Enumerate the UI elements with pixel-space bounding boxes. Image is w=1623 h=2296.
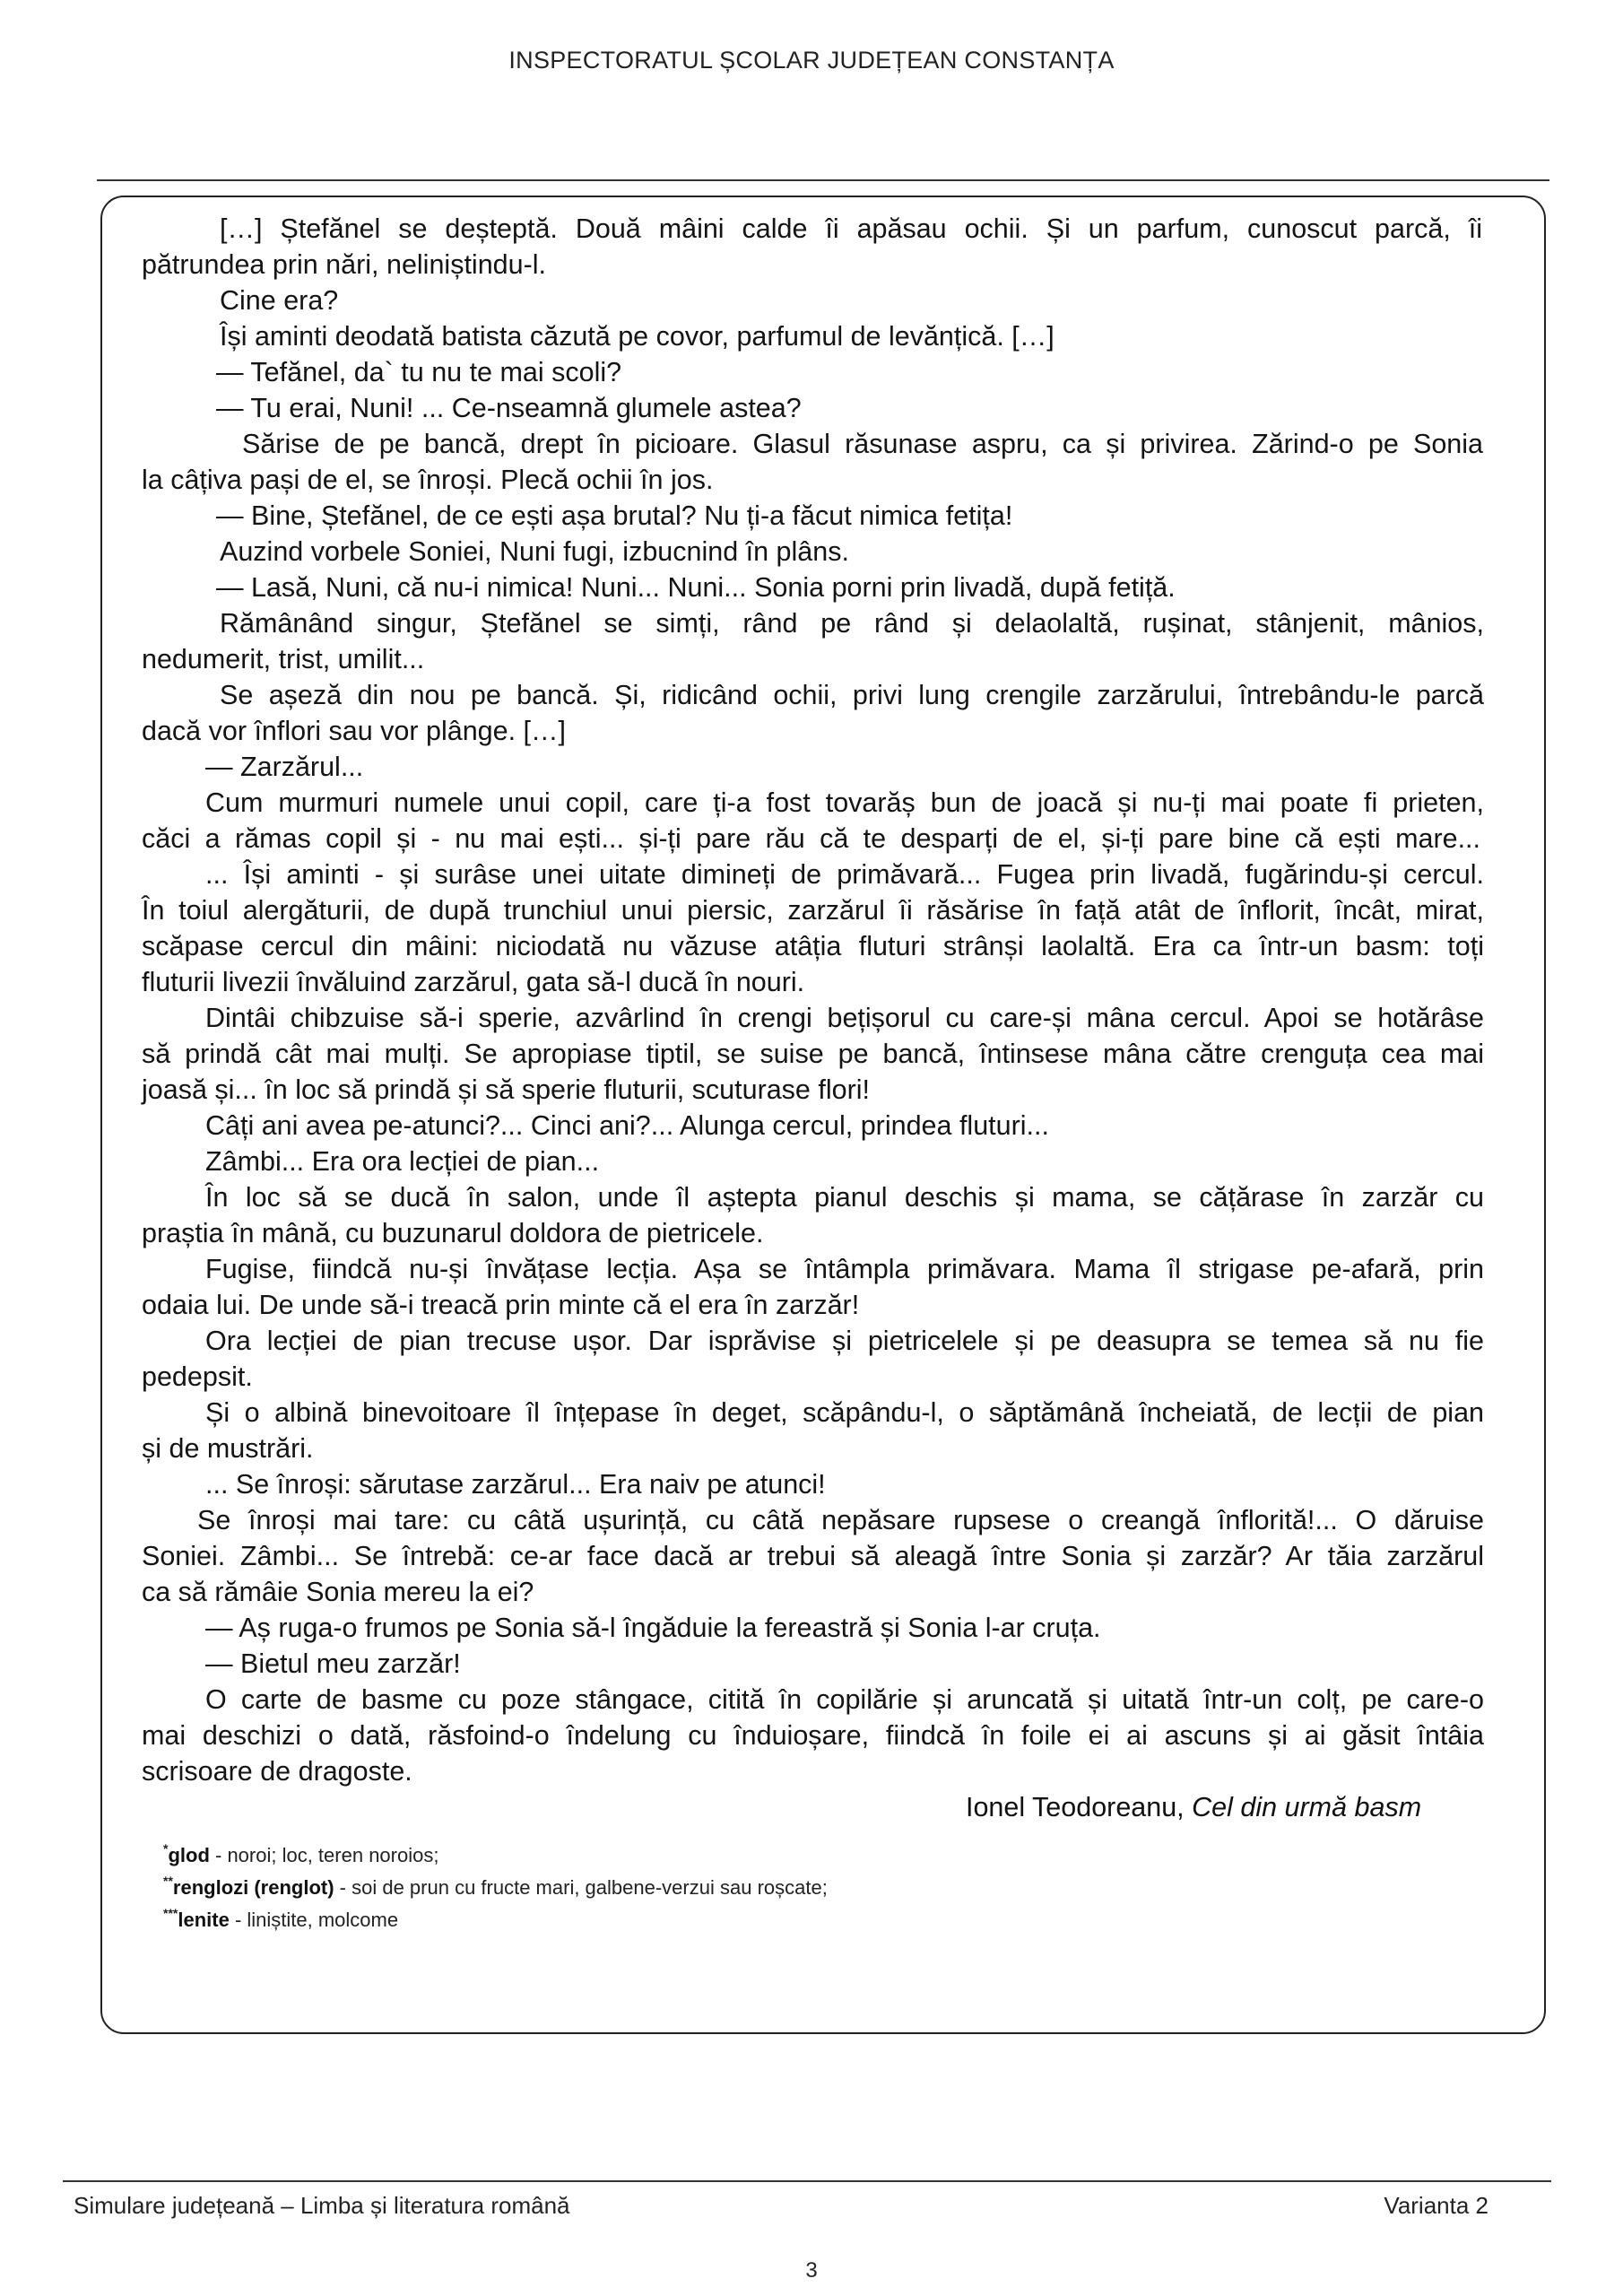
passage-line: — Tu erai, Nuni! ... Ce-nseamnă glumele astea? [216, 393, 802, 423]
footnote-term: glod [168, 1844, 210, 1866]
author-name: Ionel Teodoreanu, [966, 1792, 1185, 1822]
passage-line: praștia în mână, cu buzunarul doldora de pietricele. [142, 1218, 764, 1248]
passage-line: Câți ani avea pe-atunci?... Cinci ani?... Alunga cercul, prindea fluturi... [205, 1110, 1049, 1141]
passage-line: ca să rămâie Sonia mereu la ei? [142, 1577, 534, 1607]
footnote-term: lenite [178, 1909, 230, 1931]
passage-line: Cine era? [220, 285, 339, 316]
passage-line: dacă vor înflori sau vor plânge. […] [142, 716, 566, 746]
footnote [163, 1841, 438, 1867]
passage-line: scrisoare de dragoste. [142, 1756, 412, 1787]
passage-line: Zâmbi... Era ora lecției de pian... [205, 1146, 600, 1177]
passage-line: În loc să se ducă în salon, unde îl aștepta pianul deschis și mama, se cățărase în zarzăr cu [205, 1182, 1484, 1213]
exam-title: Simulare județeană – Limba și literatura română [74, 2192, 570, 2219]
passage-line: nedumerit, trist, umilit... [142, 644, 425, 674]
footnote-definition: - noroi; loc, teren noroios; [209, 1844, 439, 1866]
footnote-definition: - liniștite, molcome [229, 1909, 399, 1931]
passage-line: odaia lui. De unde să-i treacă prin minte că el era în zarzăr! [142, 1290, 860, 1320]
passage-line: scăpase cercul din mâini: niciodată nu văzuse atâția fluturi strânși laolaltă. Era ca într-un basm: toți [142, 931, 1484, 961]
footnote [163, 1906, 398, 1932]
footer-divider [63, 2180, 1551, 2182]
source-citation [966, 1792, 1421, 1823]
passage-line: — Zarzărul... [205, 752, 364, 782]
passage-line: […] Ștefănel se deșteptă. Două mâini calde îi apăsau ochii. Și un parfum, cunoscut parcă, îi [220, 213, 1482, 244]
work-title: Cel din urmă basm [1192, 1792, 1422, 1822]
passage-line: Și o albină binevoitoare îl înțepase în deget, scăpându-l, o săptămână încheiată, de lecții de pian [205, 1397, 1484, 1428]
passage-line: să prindă cât mai mulți. Se apropiase tiptil, se suise pe bancă, întinsese mâna către crenguța cea mai [142, 1039, 1484, 1069]
passage-line: căci a rămas copil și - nu mai ești... și-ți pare rău că te desparți de el, și-ți pare bine că ești mare... [142, 823, 1480, 854]
passage-line: pătrundea prin nări, neliniștindu-l. [142, 249, 546, 280]
passage-line: și de mustrări. [142, 1433, 314, 1464]
page-number: 3 [805, 2258, 818, 2283]
passage-line: Se așeză din nou pe bancă. Și, ridicând ochii, privi lung crengile zarzărului, întrebându-le parcă [220, 680, 1484, 710]
passage-line: ... Își aminti - și surâse unei uitate dimineți de primăvară... Fugea prin livadă, fugărindu-și cercul. [205, 859, 1484, 890]
passage-line: În toiul alergăturii, de după trunchiul unui piersic, zarzărul îi răsărise în față atât de înflorit, încât, mirat, [142, 895, 1484, 926]
exam-variant: Varianta 2 [1384, 2192, 1488, 2219]
passage-line: Își aminti deodată batista căzută pe covor, parfumul de levănțică. […] [220, 321, 1055, 352]
passage-line: Auzind vorbele Soniei, Nuni fugi, izbucnind în plâns. [220, 536, 849, 567]
passage-line: — Bietul meu zarzăr! [205, 1648, 461, 1679]
footnote-marker: ** [163, 1874, 173, 1888]
passage-line: Sărise de pe bancă, drept în picioare. Glasul răsunase aspru, ca și privirea. Zărind-o pe Sonia [242, 429, 1483, 459]
passage-line: — Tefănel, da` tu nu te mai scoli? [216, 357, 622, 387]
passage-line: — Aș ruga-o frumos pe Sonia să-l îngăduie la fereastră și Sonia l-ar cruța. [205, 1613, 1101, 1643]
passage-line: Soniei. Zâmbi... Se întrebă: ce-ar face dacă ar trebui să aleagă între Sonia și zarzăr? Ar tăia zarzărul [142, 1541, 1484, 1571]
passage-line: mai deschizi o dată, răsfoind-o îndelung cu înduioșare, fiindcă în foile ei ai ascuns și ai găsit întâia [142, 1720, 1484, 1751]
passage-line: ... Se înroși: sărutase zarzărul... Era naiv pe atunci! [205, 1469, 826, 1500]
passage-line: Dintâi chibzuise să-i sperie, azvârlind în crengi bețișorul cu care-și mâna cercul. Apoi se hotărâse [205, 1003, 1484, 1033]
passage-line: Fugise, fiindcă nu-și învățase lecția. Așa se întâmpla primăvara. Mama îl strigase pe-afară, prin [205, 1254, 1484, 1284]
passage-line: joasă și... în loc să prindă și să sperie fluturii, scuturase flori! [142, 1074, 870, 1105]
passage-line: Rămânând singur, Ștefănel se simți, rând pe rând și delaolaltă, rușinat, stânjenit, mânios, [220, 608, 1484, 639]
passage-line: pedepsit. [142, 1361, 253, 1392]
footnote-term: renglozi (renglot) [172, 1876, 334, 1899]
passage-line: — Bine, Ștefănel, de ce ești așa brutal? Nu ți-a făcut nimica fetița! [216, 500, 1013, 531]
header-divider [97, 179, 1549, 181]
passage-line: fluturii livezii învăluind zarzărul, gata să-l ducă în nouri. [142, 967, 805, 997]
footnote-marker: * [163, 1841, 169, 1856]
passage-line: Cum murmuri numele unui copil, care ți-a fost tovarăș bun de joacă și nu-ți mai poate fi prieten, [205, 787, 1484, 818]
footnote-marker: *** [163, 1906, 178, 1920]
passage-line: — Lasă, Nuni, că nu-i nimica! Nuni... Nuni... Sonia porni prin livadă, după fetiță. [216, 572, 1176, 603]
passage-line: Ora lecției de pian trecuse ușor. Dar isprăvise și pietricelele și pe deasupra se temea să nu fie [205, 1326, 1484, 1356]
page-header: INSPECTORATUL ȘCOLAR JUDEȚEAN CONSTANȚA [508, 47, 1115, 74]
footnote [163, 1874, 828, 1900]
passage-line: O carte de basme cu poze stângace, citită în copilărie și aruncată și uitată într-un colț, pe care-o [205, 1684, 1484, 1715]
footnote-definition: - soi de prun cu fructe mari, galbene-verzui sau roșcate; [334, 1876, 828, 1899]
passage-line: la câțiva pași de el, se înroși. Plecă ochii în jos. [142, 465, 714, 495]
passage-line: Se înroși mai tare: cu câtă ușurință, cu câtă nepăsare rupsese o creangă înflorită!... O dăruise [197, 1505, 1484, 1535]
